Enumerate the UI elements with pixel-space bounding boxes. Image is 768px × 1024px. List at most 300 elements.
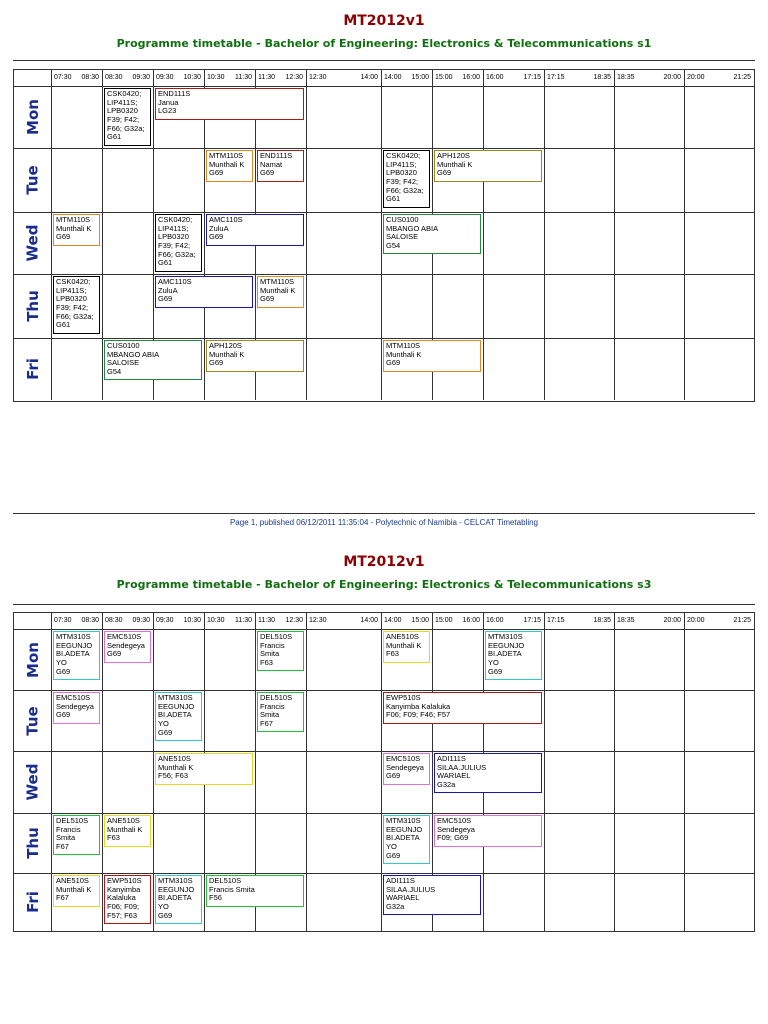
page-footer: Page 1, published 06/12/2011 11:35:04 - Polytechnic of Namibia - CELCAT Timetabling (229, 518, 539, 527)
class-session (485, 631, 542, 680)
slot-end-time: 12:30 (285, 74, 303, 81)
session-detail: ZuluA (158, 285, 178, 295)
course-code: CUS0100 (386, 215, 419, 224)
session-detail: LIP411S; (158, 223, 189, 233)
slot-start-time: 12:30 (309, 617, 327, 624)
session-detail: F66; G32a; (56, 311, 94, 321)
class-session (383, 631, 430, 663)
session-detail: BI.ADETA (158, 710, 192, 720)
session-detail: G69 (209, 232, 224, 242)
class-session (257, 276, 304, 308)
class-session (206, 875, 304, 907)
slot-start-time: 20:00 (687, 74, 705, 81)
slot-start-time: 10:30 (207, 74, 225, 81)
course-code: ANE510S (158, 754, 191, 763)
grid-column-line (306, 613, 307, 931)
session-detail: G69 (437, 168, 452, 178)
day-label-tue (14, 690, 51, 751)
session-detail: WARIAEL (437, 771, 471, 781)
session-detail: SILAA.JULIUS (437, 762, 487, 772)
course-code: END111S (158, 89, 191, 98)
session-detail: Francis Smita (209, 884, 255, 894)
grid-column-line (306, 70, 307, 400)
class-session (383, 214, 481, 254)
session-detail: F39; F42; (158, 240, 191, 250)
class-session (53, 214, 100, 246)
title-rule (13, 604, 755, 605)
time-slot-header (204, 613, 255, 629)
course-code: APH120S (209, 341, 242, 350)
session-detail: G69 (209, 358, 224, 368)
class-session (383, 815, 430, 864)
slot-start-time: 09:30 (156, 74, 174, 81)
session-detail: G69 (56, 232, 71, 242)
session-detail: Munthali K (209, 349, 245, 359)
session-detail: F39; F42; (107, 114, 140, 124)
session-detail: Munthali K (209, 159, 245, 169)
session-detail: Munthali K (56, 223, 92, 233)
session-detail: Sendegeya (107, 640, 145, 650)
grid-column-line (102, 613, 103, 931)
session-detail: YO (158, 718, 169, 728)
slot-end-time: 17:15 (523, 617, 541, 624)
course-code: ANE510S (386, 632, 419, 641)
day-label-wed (14, 751, 51, 813)
class-session (53, 875, 100, 907)
slot-start-time: 16:00 (486, 617, 504, 624)
grid-row-line (14, 338, 754, 339)
course-code: DEL510S (260, 632, 293, 641)
session-detail: Kanyimba (107, 884, 141, 894)
title-rule (13, 60, 755, 61)
timetable-grid (13, 69, 755, 402)
session-detail: G61 (56, 320, 71, 330)
session-detail: G69 (260, 294, 275, 304)
session-detail: LPB0320 (386, 168, 417, 178)
day-label-text: Thu (23, 290, 42, 322)
session-detail: EEGUNJO (488, 640, 525, 650)
slot-end-time: 20:00 (663, 617, 681, 624)
day-label-text: Fri (23, 358, 42, 380)
course-code: APH120S (437, 151, 470, 160)
class-session (383, 753, 430, 785)
session-detail: SALOISE (107, 358, 140, 368)
session-detail: Munthali K (56, 884, 92, 894)
session-detail: G69 (158, 294, 173, 304)
class-session (383, 340, 481, 372)
time-slot-header (614, 70, 684, 86)
time-slot-header (483, 70, 544, 86)
session-detail: G69 (107, 649, 122, 659)
session-detail: BI.ADETA (488, 649, 522, 659)
session-detail: F06; F09; (107, 901, 140, 911)
day-label-text: Wed (23, 224, 42, 262)
class-session (155, 276, 253, 308)
slot-start-time: 09:30 (156, 617, 174, 624)
course-code: ADI111S (386, 876, 415, 885)
day-label-wed (14, 212, 51, 274)
slot-start-time: 11:30 (258, 74, 275, 81)
session-detail: G69 (56, 710, 71, 720)
session-detail: F57; F63 (107, 910, 138, 920)
session-detail: Francis (260, 640, 285, 650)
slot-start-time: 14:00 (384, 617, 402, 624)
slot-end-time: 09:30 (132, 617, 150, 624)
grid-column-line (614, 613, 615, 931)
session-detail: G32a (437, 779, 456, 789)
class-session (383, 692, 542, 724)
course-code: MTM310S (56, 632, 91, 641)
day-label-text: Mon (23, 99, 42, 135)
day-label-text: Fri (23, 891, 42, 913)
slot-end-time: 15:00 (411, 74, 429, 81)
footer-rule (13, 513, 755, 514)
grid-column-line (544, 613, 545, 931)
grid-row-line (14, 274, 754, 275)
day-label-fri (14, 338, 51, 400)
time-slot-header (432, 70, 483, 86)
course-code: ANE510S (56, 876, 89, 885)
grid-row-line (14, 873, 754, 874)
session-detail: SILAA.JULIUS (386, 884, 436, 894)
session-detail: BI.ADETA (56, 649, 90, 659)
session-detail: G69 (209, 168, 224, 178)
grid-column-line (544, 70, 545, 400)
session-detail: Kalaluka (107, 893, 136, 903)
time-slot-header (51, 70, 102, 86)
grid-row-line (14, 212, 754, 213)
slot-start-time: 20:00 (687, 617, 705, 624)
session-detail: F39; F42; (56, 302, 89, 312)
time-slot-header (255, 70, 306, 86)
slot-end-time: 16:00 (462, 617, 480, 624)
session-detail: F67 (56, 841, 69, 851)
grid-row-line (14, 629, 754, 630)
slot-end-time: 21:25 (733, 74, 751, 81)
slot-end-time: 10:30 (183, 617, 201, 624)
session-detail: MBANGO ABIA (386, 223, 439, 233)
grid-row-line (14, 148, 754, 149)
day-label-thu (14, 274, 51, 338)
grid-row-line (14, 690, 754, 691)
slot-start-time: 18:35 (617, 617, 635, 624)
class-session (155, 753, 253, 785)
slot-end-time: 08:30 (81, 74, 99, 81)
grid-column-line (381, 70, 382, 400)
day-label-tue (14, 148, 51, 212)
day-label-text: Tue (23, 705, 42, 736)
session-detail: F56 (209, 893, 222, 903)
slot-end-time: 12:30 (285, 617, 303, 624)
session-detail: G69 (56, 666, 71, 676)
session-detail: G69 (386, 358, 401, 368)
session-detail: MBANGO ABIA (107, 349, 160, 359)
session-detail: G69 (158, 910, 173, 920)
class-session (434, 753, 542, 793)
session-detail: Namat (260, 159, 283, 169)
slot-start-time: 15:00 (435, 74, 453, 81)
course-code: MTM110S (386, 341, 421, 350)
course-code: EMC510S (437, 816, 472, 825)
session-detail: EEGUNJO (386, 824, 423, 834)
session-detail: G69 (260, 168, 275, 178)
session-detail: G54 (107, 366, 122, 376)
session-detail: Smita (260, 649, 280, 659)
session-detail: Munthali K (107, 824, 143, 834)
day-label-text: Mon (23, 641, 42, 678)
session-detail: LG23 (158, 106, 177, 116)
class-session (53, 815, 100, 855)
day-label-fri (14, 873, 51, 931)
slot-end-time: 17:15 (523, 74, 541, 81)
session-detail: G32a (386, 901, 405, 911)
session-detail: LIP411S; (107, 97, 138, 107)
session-detail: G61 (386, 194, 401, 204)
grid-column-line (483, 70, 484, 400)
grid-column-line (381, 613, 382, 931)
session-detail: LPB0320 (158, 232, 189, 242)
time-slot-header (102, 613, 153, 629)
slot-start-time: 10:30 (207, 617, 225, 624)
session-detail: EEGUNJO (158, 701, 195, 711)
slot-end-time: 14:00 (360, 74, 378, 81)
slot-start-time: 08:30 (105, 617, 123, 624)
class-session (155, 692, 202, 741)
class-session (104, 340, 202, 380)
session-detail: Francis (260, 701, 285, 711)
class-session (53, 692, 100, 724)
grid-column-line (684, 613, 685, 931)
session-detail: ZuluA (209, 223, 229, 233)
session-detail: LPB0320 (56, 294, 87, 304)
time-slot-header (51, 613, 102, 629)
slot-start-time: 17:15 (547, 74, 565, 81)
day-label-mon (14, 86, 51, 148)
timetable-title: MT2012v1 (343, 554, 425, 570)
slot-end-time: 21:25 (733, 617, 751, 624)
class-session (434, 815, 542, 847)
grid-row-line (14, 813, 754, 814)
class-session (257, 692, 304, 732)
class-session (104, 815, 151, 847)
class-session (383, 875, 481, 915)
day-label-text: Wed (23, 763, 42, 801)
session-detail: YO (158, 901, 169, 911)
course-code: DEL510S (209, 876, 242, 885)
day-label-mon (14, 629, 51, 690)
course-code: DEL510S (56, 816, 89, 825)
session-detail: F67 (56, 893, 69, 903)
course-code: ADI111S (437, 754, 466, 763)
session-detail: Kanyimba Kalaluka (386, 701, 451, 711)
course-code: CSK0420; (56, 277, 91, 286)
class-session (206, 214, 304, 246)
session-detail: G69 (386, 850, 401, 860)
class-session (155, 88, 304, 120)
session-detail: BI.ADETA (386, 833, 420, 843)
grid-column-line (51, 70, 52, 400)
course-code: MTM310S (488, 632, 523, 641)
course-code: CSK0420; (107, 89, 142, 98)
time-slot-header (204, 70, 255, 86)
slot-start-time: 18:35 (617, 74, 635, 81)
session-detail: F66; G32a; (158, 249, 196, 259)
session-detail: BI.ADETA (158, 893, 192, 903)
time-slot-header (102, 70, 153, 86)
class-session (53, 276, 100, 334)
day-label-thu (14, 813, 51, 873)
course-code: MTM110S (56, 215, 91, 224)
slot-end-time: 09:30 (132, 74, 150, 81)
session-detail: Francis (56, 824, 81, 834)
time-slot-header (432, 613, 483, 629)
time-slot-header (483, 613, 544, 629)
course-code: ANE510S (107, 816, 140, 825)
day-label-text: Tue (23, 165, 42, 195)
slot-end-time: 11:30 (235, 617, 252, 624)
slot-end-time: 14:00 (360, 617, 378, 624)
timetable-title: MT2012v1 (343, 13, 425, 29)
slot-end-time: 08:30 (81, 617, 99, 624)
slot-start-time: 07:30 (54, 617, 72, 624)
class-session (104, 88, 151, 146)
session-detail: Sendegeya (56, 701, 94, 711)
class-session (257, 150, 304, 182)
slot-start-time: 07:30 (54, 74, 72, 81)
session-detail: YO (488, 657, 499, 667)
session-detail: EEGUNJO (158, 884, 195, 894)
course-code: EWP510S (107, 876, 142, 885)
day-label-text: Thu (23, 827, 42, 859)
session-detail: Munthali K (386, 349, 422, 359)
course-code: END111S (260, 151, 293, 160)
slot-start-time: 17:15 (547, 617, 565, 624)
session-detail: F66; G32a; (386, 185, 424, 195)
slot-end-time: 18:35 (593, 74, 611, 81)
session-detail: G61 (107, 132, 122, 142)
timetable-subtitle: Programme timetable - Bachelor of Engineering: Electronics & Telecommunications s3 (116, 578, 652, 591)
course-code: EMC510S (56, 693, 91, 702)
session-detail: G61 (158, 258, 173, 268)
session-detail: F63 (386, 649, 399, 659)
time-slot-header (544, 70, 614, 86)
session-detail: F63 (107, 833, 120, 843)
session-detail: F56; F63 (158, 771, 189, 781)
slot-end-time: 18:35 (593, 617, 611, 624)
course-code: MTM310S (386, 816, 421, 825)
session-detail: EEGUNJO (56, 640, 93, 650)
grid-column-line (153, 613, 154, 931)
slot-end-time: 16:00 (462, 74, 480, 81)
slot-start-time: 11:30 (258, 617, 275, 624)
time-slot-header (684, 613, 754, 629)
class-session (155, 875, 202, 924)
session-detail: F06; F09; F46; F57 (386, 710, 451, 720)
grid-column-line (51, 613, 52, 931)
session-detail: Munthali K (260, 285, 296, 295)
session-detail: Munthali K (158, 762, 194, 772)
slot-end-time: 20:00 (663, 74, 681, 81)
session-detail: Smita (260, 710, 280, 720)
class-session (104, 875, 151, 924)
session-detail: SALOISE (386, 232, 419, 242)
slot-end-time: 10:30 (183, 74, 201, 81)
session-detail: Janua (158, 97, 179, 107)
course-code: EMC510S (107, 632, 142, 641)
timetable-grid (13, 612, 755, 932)
session-detail: F67 (260, 718, 273, 728)
session-detail: F09; G69 (437, 833, 469, 843)
course-code: CSK0420; (386, 151, 421, 160)
course-code: AMC110S (158, 277, 192, 286)
class-session (53, 631, 100, 680)
grid-column-line (684, 70, 685, 400)
session-detail: LIP411S; (386, 159, 417, 169)
slot-end-time: 11:30 (235, 74, 252, 81)
course-code: MTM110S (209, 151, 244, 160)
class-session (434, 150, 542, 182)
grid-row-line (14, 86, 754, 87)
time-slot-header (306, 70, 381, 86)
session-detail: Munthali K (386, 640, 422, 650)
course-code: EMC510S (386, 754, 421, 763)
course-code: MTM310S (158, 693, 193, 702)
class-session (206, 340, 304, 372)
time-slot-header (153, 613, 204, 629)
session-detail: G54 (386, 240, 401, 250)
session-detail: YO (386, 841, 397, 851)
grid-column-line (614, 70, 615, 400)
course-code: MTM110S (260, 277, 295, 286)
time-slot-header (381, 70, 432, 86)
course-code: DEL510S (260, 693, 293, 702)
session-detail: F63 (260, 657, 273, 667)
grid-row-line (14, 751, 754, 752)
class-session (104, 631, 151, 663)
slot-start-time: 08:30 (105, 74, 123, 81)
session-detail: Sendegeya (386, 762, 424, 772)
session-detail: G69 (386, 771, 401, 781)
session-detail: Munthali K (437, 159, 473, 169)
slot-start-time: 14:00 (384, 74, 402, 81)
slot-start-time: 16:00 (486, 74, 504, 81)
session-detail: Sendegeya (437, 824, 475, 834)
class-session (383, 150, 430, 208)
time-slot-header (255, 613, 306, 629)
session-detail: YO (56, 657, 67, 667)
course-code: EWP510S (386, 693, 421, 702)
grid-column-line (102, 70, 103, 400)
slot-end-time: 15:00 (411, 617, 429, 624)
time-slot-header (544, 613, 614, 629)
class-session (257, 631, 304, 671)
course-code: CSK0420; (158, 215, 193, 224)
course-code: MTM310S (158, 876, 193, 885)
class-session (206, 150, 253, 182)
course-code: CUS0100 (107, 341, 140, 350)
time-slot-header (381, 613, 432, 629)
time-slot-header (306, 613, 381, 629)
course-code: AMC110S (209, 215, 243, 224)
class-session (155, 214, 202, 272)
time-slot-header (153, 70, 204, 86)
slot-start-time: 15:00 (435, 617, 453, 624)
session-detail: F39; F42; (386, 176, 419, 186)
session-detail: Smita (56, 833, 76, 843)
session-detail: LPB0320 (107, 106, 138, 116)
time-slot-header (614, 613, 684, 629)
slot-start-time: 12:30 (309, 74, 327, 81)
